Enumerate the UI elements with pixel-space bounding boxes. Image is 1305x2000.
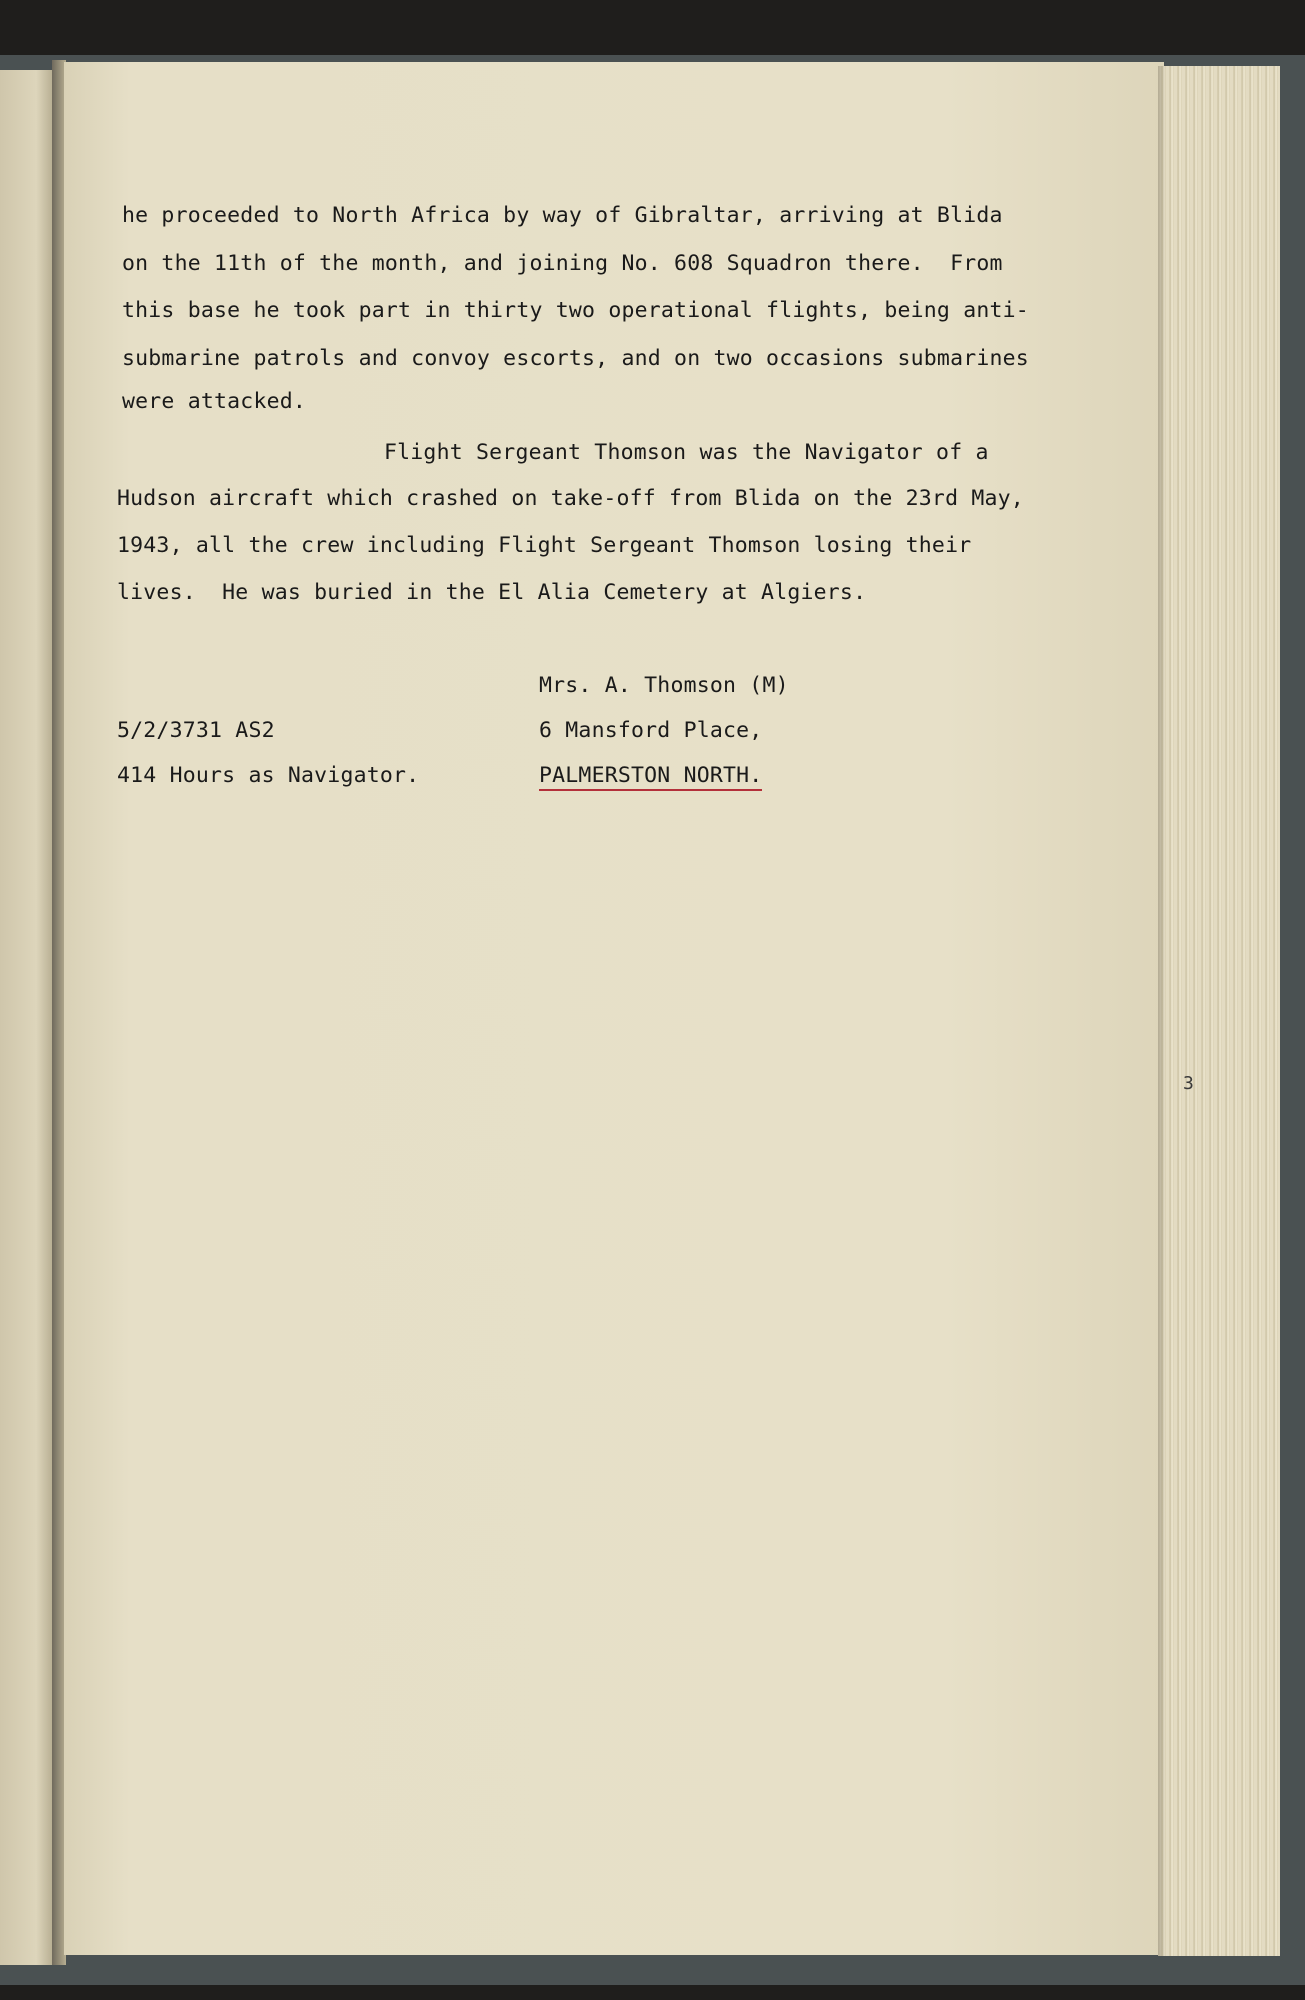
next-of-kin-city-underlined: PALMERSTON NORTH. — [539, 763, 762, 791]
paragraph-1-line-3: this base he took part in thirty two operational flights, being anti- — [122, 298, 1029, 323]
paragraph-2-line-1: Flight Sergeant Thomson was the Navigator of a — [384, 440, 989, 465]
paragraph-2-line-4: lives. He was buried in the El Alia Cemetery at Algiers. — [117, 580, 867, 605]
page-stack-edges — [1158, 66, 1280, 1956]
next-of-kin-city — [539, 765, 762, 787]
paragraph-1-line-1: he proceeded to North Africa by way of Gibraltar, arriving at Blida — [122, 203, 1003, 228]
service-number: 5/2/3731 AS2 — [117, 718, 275, 743]
paragraph-2-line-3: 1943, all the crew including Flight Sergeant Thomson losing their — [117, 533, 972, 558]
next-of-kin-name: Mrs. A. Thomson (M) — [539, 673, 789, 698]
paragraph-1-line-5: were attacked. — [122, 389, 307, 414]
page-stack-shadow — [1158, 66, 1166, 1956]
paragraph-2-line-2: Hudson aircraft which crashed on take-off from Blida on the 23rd May, — [117, 486, 1024, 511]
paragraph-1-line-4: submarine patrols and convoy escorts, and on two occasions submarines — [122, 346, 1029, 371]
paragraph-1-line-2: on the 11th of the month, and joining No. 608 Squadron there. From — [122, 251, 1003, 276]
next-of-kin-street: 6 Mansford Place, — [539, 718, 763, 743]
flying-hours: 414 Hours as Navigator. — [117, 763, 420, 788]
margin-mark: 3 — [1183, 1073, 1194, 1094]
left-page-edge — [0, 70, 52, 1965]
